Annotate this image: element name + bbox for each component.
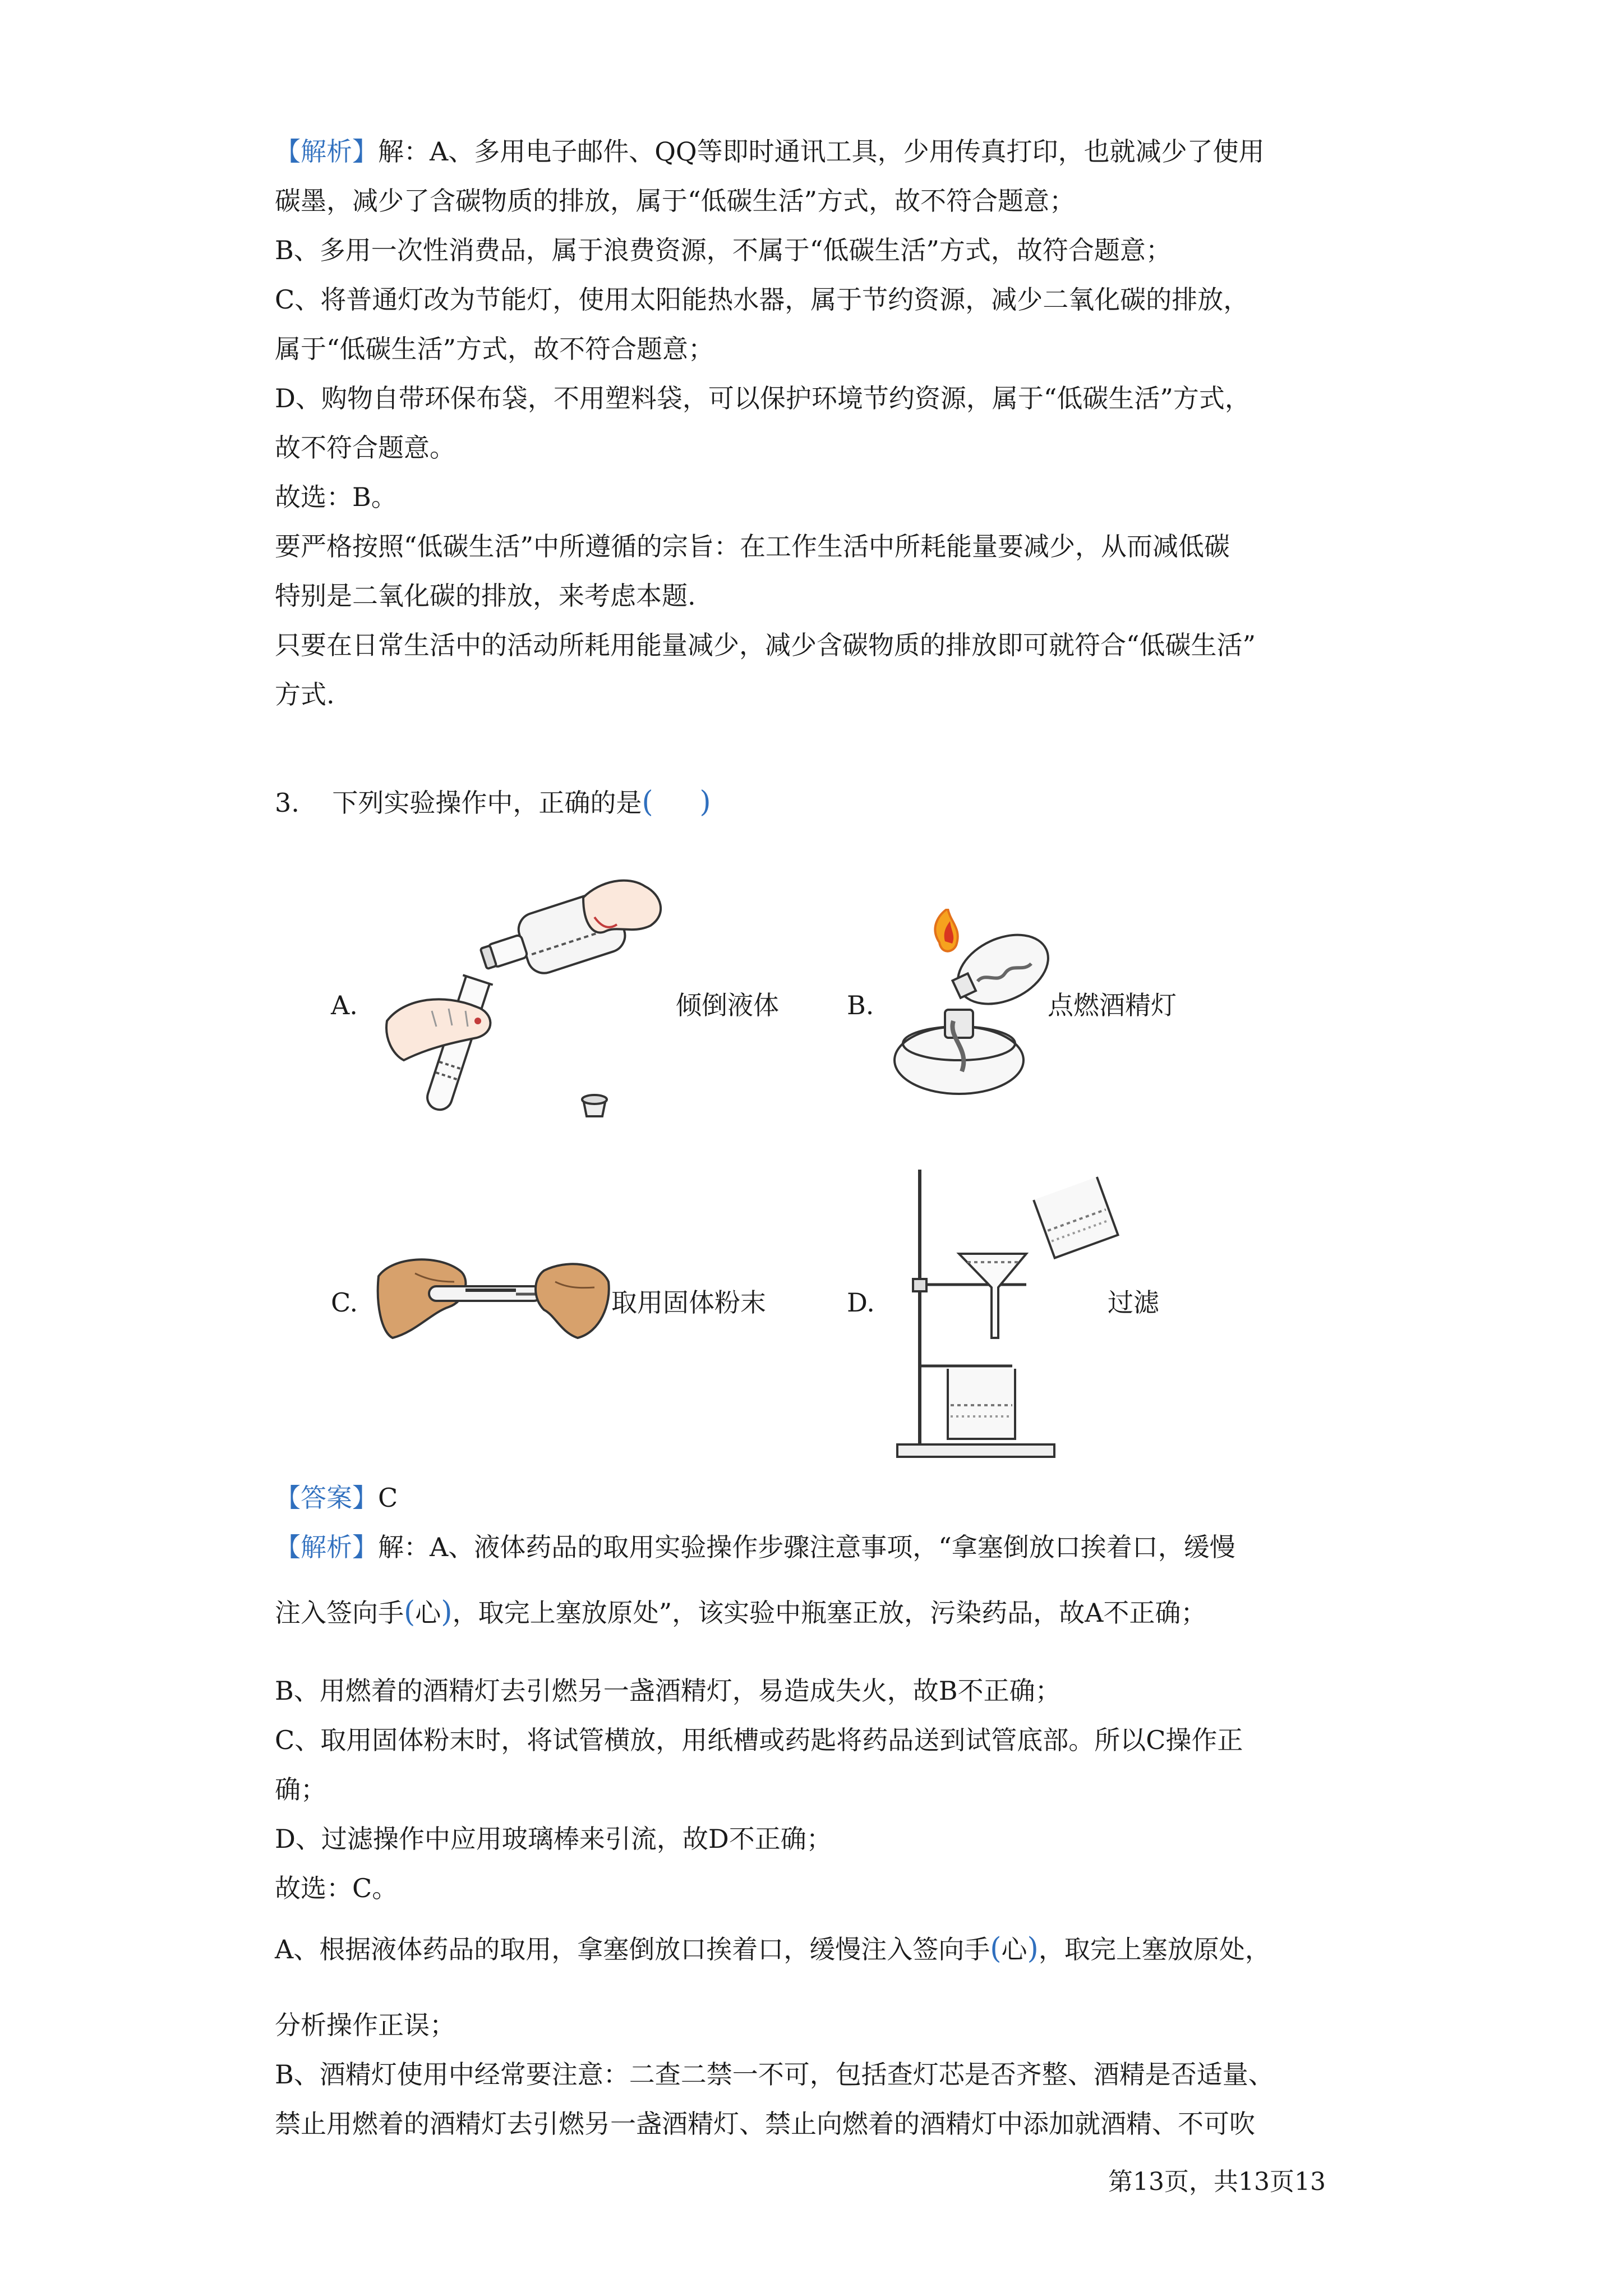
analysis-line: 要严格按照“低碳生活”中所遵循的宗旨：在工作生活中所耗能量要减少，从而减低碳 bbox=[275, 531, 1230, 562]
analysis-line: 【解析】解：A、液体药品的取用实验操作步骤注意事项，“拿塞倒放口挨着口，缓慢 bbox=[275, 1532, 1235, 1562]
analysis-tag: 【解析】 bbox=[275, 136, 378, 167]
analysis-line: D、过滤操作中应用玻璃棒来引流，故D不正确； bbox=[275, 1824, 832, 1854]
analysis-line: B、酒精灯使用中经常要注意：二查二禁一不可，包括查灯芯是否齐整、酒精是否适量、 bbox=[275, 2059, 1274, 2090]
analysis-line: A、根据液体药品的取用，拿塞倒放口挨着口，缓慢注入签向手(心)，取完上塞放原处， bbox=[275, 1932, 1271, 1966]
analysis-line: 方式. bbox=[275, 679, 335, 710]
analysis-tag: 【解析】 bbox=[275, 1532, 378, 1562]
option-b-label: B. bbox=[847, 990, 874, 1020]
filtration-figure bbox=[886, 1164, 1122, 1461]
analysis-line: 只要在日常生活中的活动所耗用能量减少，减少含碳物质的排放即可就符合“低碳生活” bbox=[275, 630, 1256, 660]
analysis-line: D、购物自带环保布袋，不用塑料袋，可以保护环境节约资源，属于“低碳生活”方式， bbox=[275, 383, 1251, 413]
analysis-line: 碳墨，减少了含碳物质的排放，属于“低碳生活”方式，故不符合题意； bbox=[275, 186, 1076, 216]
answer-paren: ( ) bbox=[642, 785, 711, 819]
option-b-caption: 点燃酒精灯 bbox=[1048, 990, 1177, 1020]
analysis-line: 确； bbox=[275, 1774, 326, 1805]
analysis-line: C、将普通灯改为节能灯，使用太阳能热水器，属于节约资源，减少二氧化碳的排放， bbox=[275, 284, 1249, 315]
analysis-line: 分析操作正误； bbox=[275, 2010, 455, 2040]
question-number: 3. bbox=[275, 788, 299, 818]
analysis-line: 故选：C。 bbox=[275, 1873, 398, 1903]
answer-line bbox=[275, 1481, 1368, 1515]
analysis-line: 注入签向手(心)，取完上塞放原处”，该实验中瓶塞正放，污染药品，故A不正确； bbox=[275, 1595, 1207, 1629]
analysis-line: 属于“低碳生活”方式，故不符合题意； bbox=[275, 334, 714, 364]
analysis-line: B、多用一次性消费品，属于浪费资源，不属于“低碳生活”方式，故符合题意； bbox=[275, 235, 1172, 265]
question-stem bbox=[275, 785, 1368, 820]
analysis-line: 【解析】解：A、多用电子邮件、QQ等即时通讯工具，少用传真打印，也就减少了使用 bbox=[275, 136, 1265, 167]
option-a-label: A. bbox=[331, 990, 358, 1020]
question-text: 下列实验操作中，正确的是 bbox=[332, 788, 642, 818]
page-footer: 第13页，共13页13 bbox=[1108, 2168, 1326, 2196]
option-a-caption: 倾倒液体 bbox=[676, 990, 779, 1020]
powder-figure bbox=[376, 1248, 611, 1343]
option-d-label: D. bbox=[847, 1287, 875, 1318]
analysis-line: 特别是二氧化碳的排放，来考虑本题. bbox=[275, 581, 696, 611]
analysis-line: C、取用固体粉末时，将试管横放，用纸槽或药匙将药品送到试管底部。所以C操作正 bbox=[275, 1725, 1243, 1755]
answer-value: C bbox=[378, 1483, 398, 1513]
analysis-line: 故选：B。 bbox=[275, 482, 397, 512]
option-c-caption: 取用固体粉末 bbox=[611, 1287, 766, 1318]
analysis-line: 故不符合题意。 bbox=[275, 432, 455, 463]
answer-tag: 【答案】 bbox=[275, 1483, 378, 1513]
pour-liquid-figure bbox=[381, 864, 684, 1139]
option-c-label: C. bbox=[331, 1287, 358, 1318]
analysis-line: B、用燃着的酒精灯去引燃另一盏酒精灯，易造成失火，故B不正确； bbox=[275, 1676, 1061, 1706]
option-d-caption: 过滤 bbox=[1108, 1287, 1159, 1318]
analysis-line: 禁止用燃着的酒精灯去引燃另一盏酒精灯、禁止向燃着的酒精灯中添加就酒精、不可吹 bbox=[275, 2109, 1255, 2139]
